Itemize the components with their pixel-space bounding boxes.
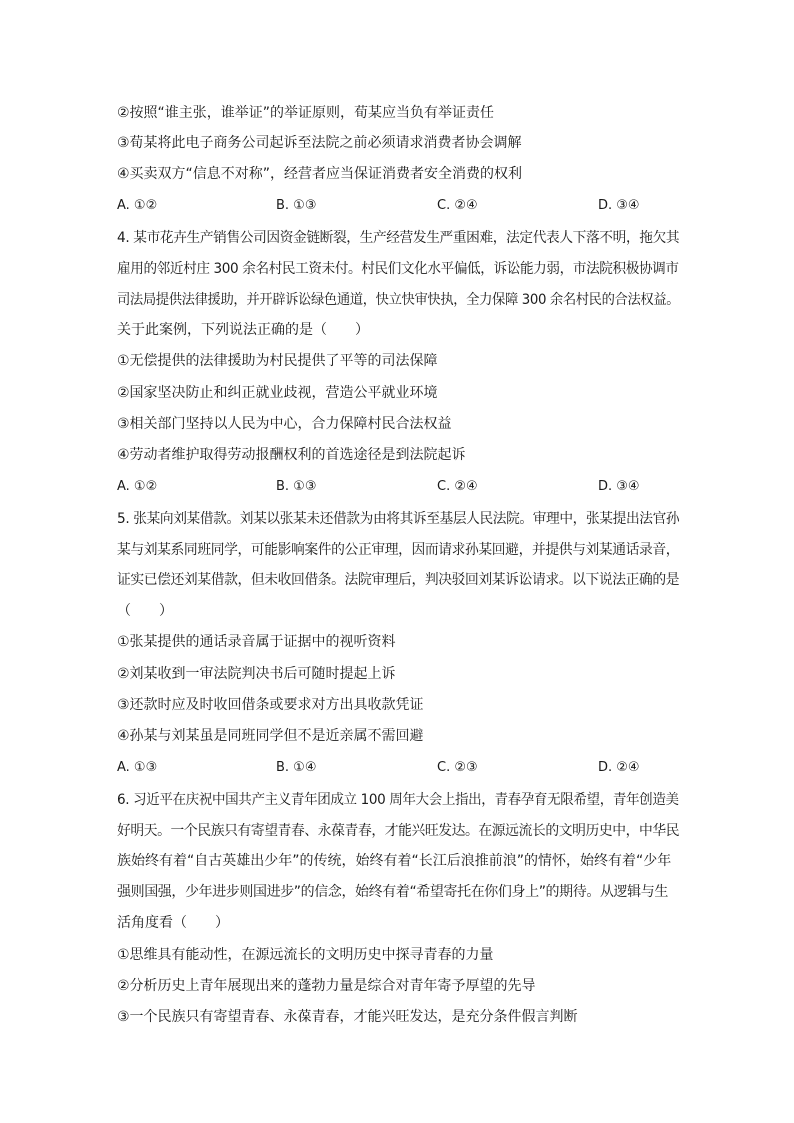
q4-option-b: B. ①③ [276,479,317,494]
q6-item-1: ①思维具有能动性，在源远流长的文明历史中探寻青春的力量 [117,947,494,963]
q5-option-b: B. ①④ [276,760,317,775]
q5-stem-line-4: （ ） [117,603,173,619]
q4-stem-line-1: 4. 某市花卉生产销售公司因资金链断裂，生产经营发生严重困难，法定代表人下落不明，拖欠其 [117,230,680,246]
q4-item-4: ④劳动者维护取得劳动报酬权利的首选途径是到法院起诉 [117,447,466,463]
q3-option-d: D. ③④ [598,198,640,213]
q4-option-a: A. ①② [117,479,158,494]
q6-stem-line-1: 6. 习近平在庆祝中国共产主义青年团成立 100 周年大会上指出，青春孕育无限希望，青年创造美 [117,792,679,808]
q5-item-1: ①张某提供的通话录音属于证据中的视听资料 [117,634,396,650]
q6-item-2: ②分析历史上青年展现出来的蓬勃力量是综合对青年寄予厚望的先导 [117,978,536,994]
q4-item-2: ②国家坚决防止和纠正就业歧视，营造公平就业环境 [117,385,438,401]
q4-stem-line-2: 雇用的邻近村庄 300 余名村民工资未付。村民们文化水平偏低，诉讼能力弱，市法院积极协调市 [117,261,679,277]
q6-stem-line-4: 强则国强，少年进步则国进步”的信念，始终有着“希望寄托在你们身上”的期待。从逻辑与生 [117,884,668,900]
q3-option-c: C. ②④ [437,198,478,213]
q5-option-c: C. ②③ [437,760,478,775]
q3-option-a: A. ①② [117,198,158,213]
q4-stem-line-4: 关于此案例，下列说法正确的是（ ） [117,322,369,338]
q3-item-3: ③荀某将此电子商务公司起诉至法院之前必须请求消费者协会调解 [117,135,522,151]
q6-stem-line-2: 好明天。一个民族只有寄望青春、永葆青春，才能兴旺发达。在源远流长的文明历史中，中华民 [117,823,680,839]
q4-option-c: C. ②④ [437,479,478,494]
q5-item-3: ③还款时应及时收回借条或要求对方出具收款凭证 [117,697,424,713]
q6-stem-line-5: 活角度看（ ） [117,915,229,931]
q5-stem-line-2: 某与刘某系同班同学，可能影响案件的公正审理，因而请求孙某回避，并提供与刘某通话录音， [117,542,680,558]
q5-option-d: D. ②④ [598,760,640,775]
q5-stem-line-1: 5. 张某向刘某借款。刘某以张某未还借款为由将其诉至基层人民法院。审理中，张某提出法官孙 [117,511,680,527]
q4-stem-line-3: 司法局提供法律援助，并开辟诉讼绿色通道，快立快审快执，全力保障 300 余名村民的合法权益。 [117,292,680,308]
q4-option-d: D. ③④ [598,479,640,494]
q5-item-2: ②刘某收到一审法院判决书后可随时提起上诉 [117,666,396,682]
q5-item-4: ④孙某与刘某虽是同班同学但不是近亲属不需回避 [117,728,424,744]
q4-item-1: ①无偿提供的法律援助为村民提供了平等的司法保障 [117,353,438,369]
q3-item-2: ②按照“谁主张，谁举证”的举证原则，荀某应当负有举证责任 [117,105,495,121]
q5-option-a: A. ①③ [117,760,158,775]
q5-stem-line-3: 证实已偿还刘某借款，但未收回借条。法院审理后，判决驳回刘某诉讼请求。以下说法正确的是 [117,572,680,588]
q6-stem-line-3: 族始终有着“自古英雄出少年”的传统，始终有着“长江后浪推前浪”的情怀，始终有着“少年 [117,853,672,869]
q4-item-3: ③相关部门坚持以人民为中心，合力保障村民合法权益 [117,416,452,432]
q3-option-b: B. ①③ [276,198,317,213]
q6-item-3: ③一个民族只有寄望青春、永葆青春，才能兴旺发达，是充分条件假言判断 [117,1009,578,1025]
q3-item-4: ④买卖双方“信息不对称”，经营者应当保证消费者安全消费的权利 [117,166,523,182]
